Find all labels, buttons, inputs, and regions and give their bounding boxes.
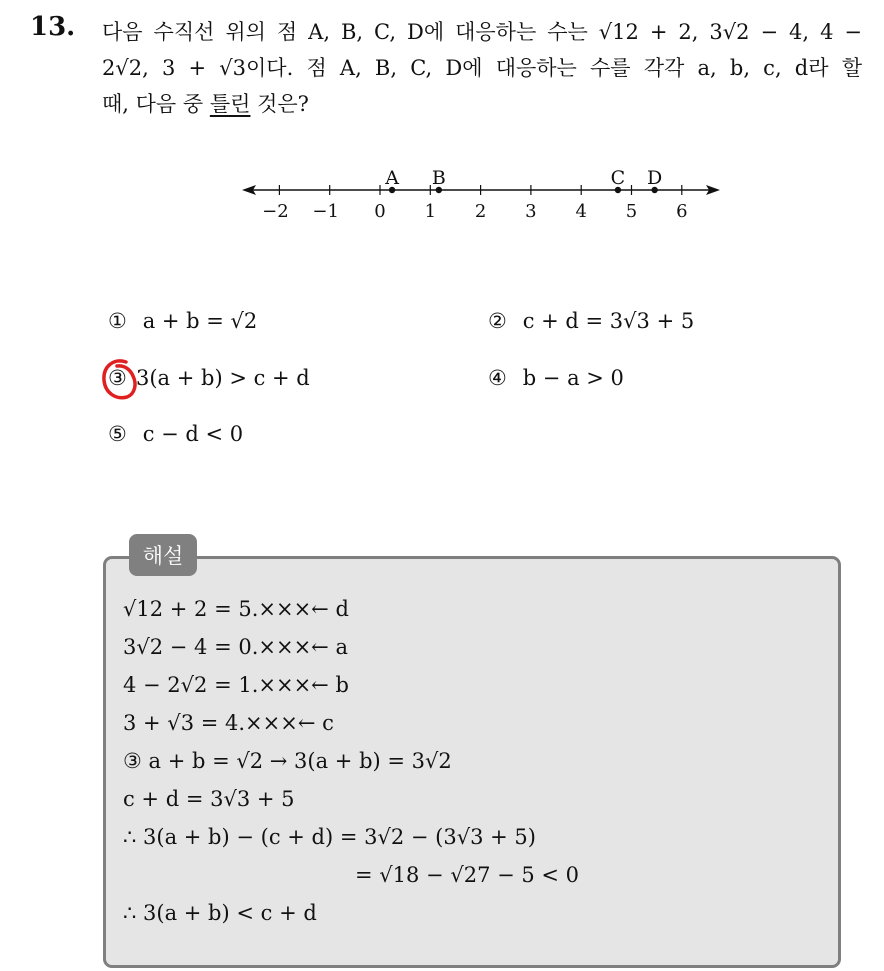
tick-label: 4 (575, 201, 587, 222)
choice-2-text: c + d = 3√3 + 5 (522, 309, 695, 333)
solution-line-8: = √18 − √27 − 5 < 0 (355, 863, 580, 887)
point-label-d: D (647, 167, 663, 189)
question-line-3-suffix: 것은? (250, 92, 309, 116)
choice-4-text: b − a > 0 (522, 366, 624, 390)
question-number: 13. (30, 12, 76, 42)
solution-label: 해설 (129, 534, 197, 576)
choice-2[interactable] (488, 309, 694, 333)
tick-label: −2 (262, 201, 289, 222)
tick-label: 5 (625, 201, 638, 222)
tick-label: −1 (312, 201, 339, 222)
point-label-a: A (385, 167, 399, 189)
solution-line-3: 4 − 2√2 = 1.×××← b (123, 673, 349, 697)
choice-2-mark: ② (488, 309, 507, 333)
point-label-b: B (431, 167, 446, 189)
solution-line-6: c + d = 3√3 + 5 (123, 787, 295, 811)
number-line (240, 160, 730, 230)
solution-line-4: 3 + √3 = 4.×××← c (123, 711, 334, 735)
choice-4[interactable] (488, 366, 624, 390)
answer-circle-icon (100, 356, 140, 402)
tick-label: 3 (525, 201, 537, 222)
choice-3-text: 3(a + b) > c + d (136, 366, 310, 390)
choice-3-mark: ③ (108, 366, 127, 390)
choice-4-mark: ④ (488, 366, 507, 390)
choice-1[interactable] (108, 309, 257, 333)
choice-1-mark: ① (108, 309, 127, 333)
point-label-c: C (610, 167, 626, 189)
solution-line-5: ③ a + b = √2 → 3(a + b) = 3√2 (123, 749, 452, 773)
solution-line-9: ∴ 3(a + b) < c + d (123, 901, 317, 925)
solution-line-1: √12 + 2 = 5.×××← d (123, 597, 349, 621)
tick-label: 0 (374, 201, 386, 222)
choice-5-text: c − d < 0 (142, 422, 244, 446)
tick-label: 1 (424, 201, 437, 222)
solution-line-7: ∴ 3(a + b) − (c + d) = 3√2 − (3√3 + 5) (123, 825, 536, 849)
tick-label: 2 (474, 201, 487, 222)
choice-5-mark: ⑤ (108, 422, 127, 446)
solution-line-2: 3√2 − 4 = 0.×××← a (123, 635, 348, 659)
tick-label: 6 (676, 201, 688, 222)
underlined-word: 틀린 (209, 92, 251, 116)
question-line-3 (102, 86, 862, 122)
question-line-2: 2√2, 3 + √3이다. 점 A, B, C, D에 대응하는 수를 각각 a, b, c, d라 할 (102, 56, 862, 80)
choice-5[interactable] (108, 422, 243, 446)
question-line-3-prefix: 때, 다음 중 (102, 92, 210, 116)
choice-1-text: a + b = √2 (142, 309, 258, 333)
question-line-1: 다음 수직선 위의 점 A, B, C, D에 대응하는 수는 √12 + 2, 3√2 − 4, 4 − (102, 20, 862, 44)
question-text (102, 14, 862, 122)
